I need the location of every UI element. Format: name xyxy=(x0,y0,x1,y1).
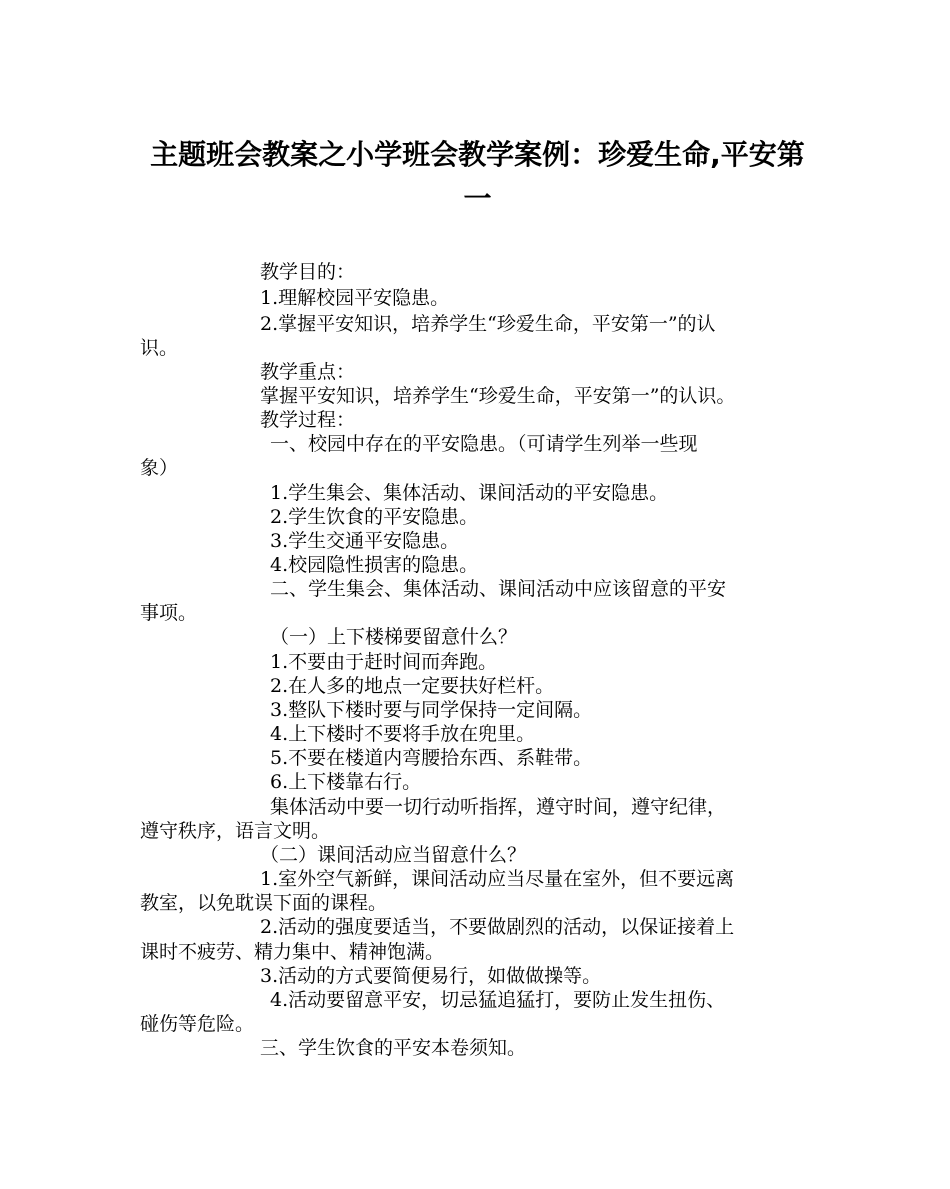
stairs-item-2: 2.在人多的地点一定要扶好栏杆。 xyxy=(270,675,555,697)
key-point-text: 掌握平安知识，培养学生“珍爱生命，平安第一”的认识。 xyxy=(260,385,736,407)
objective-item-2: 2.掌握平安知识，培养学生“珍爱生命，平安第一”的认 xyxy=(260,313,716,335)
recess-item-2: 2.活动的强度要适当，不要做剧烈的活动，以保证接着上 xyxy=(260,916,735,938)
section-heading-process: 教学过程： xyxy=(260,409,356,431)
recess-item-4-continued: 碰伤等危险。 xyxy=(140,1013,255,1035)
group-activity-rule: 集体活动中要一切行动听指挥，遵守时间，遵守纪律， xyxy=(270,796,727,818)
stairs-item-3: 3.整队下楼时要与同学保持一定间隔。 xyxy=(270,699,593,721)
group-activity-rule-continued: 遵守秩序，语言文明。 xyxy=(140,820,331,842)
recess-item-2-continued: 课时不疲劳、精力集中、精神饱满。 xyxy=(140,941,445,963)
hazard-item-2: 2.学生饮食的平安隐患。 xyxy=(270,506,479,528)
stairs-subheading: （一）上下楼梯要留意什么？ xyxy=(270,626,518,648)
recess-item-3: 3.活动的方式要简便易行，如做做操等。 xyxy=(260,965,602,987)
hazard-item-4: 4.校园隐性损害的隐患。 xyxy=(270,554,479,576)
objective-item-2-continued: 识。 xyxy=(140,337,179,359)
hazard-item-1: 1.学生集会、集体活动、课间活动的平安隐患。 xyxy=(270,482,669,504)
stairs-item-1: 1.不要由于赶时间而奔跑。 xyxy=(270,651,498,673)
stairs-item-6: 6.上下楼靠右行。 xyxy=(270,771,422,793)
recess-item-1: 1.室外空气新鲜，课间活动应当尽量在室外，但不要远离 xyxy=(260,868,735,890)
section-heading-objectives: 教学目的： xyxy=(260,261,356,283)
part-three-heading: 三、学生饮食的平安本卷须知。 xyxy=(260,1037,527,1059)
section-heading-key-points: 教学重点： xyxy=(260,361,356,383)
recess-subheading: （二）课间活动应当留意什么？ xyxy=(260,844,527,866)
stairs-item-5: 5.不要在楼道内弯腰拾东西、系鞋带。 xyxy=(270,747,593,769)
stairs-item-4: 4.上下楼时不要将手放在兜里。 xyxy=(270,723,536,745)
document-title-line-2: 一 xyxy=(463,182,492,215)
hazard-item-3: 3.学生交通平安隐患。 xyxy=(270,530,460,552)
part-one-heading: 一、校园中存在的平安隐患。（可请学生列举一些现 xyxy=(270,433,698,455)
recess-item-4: 4.活动要留意平安，切忌猛追猛打，要防止发生扭伤、 xyxy=(270,989,726,1011)
recess-item-1-continued: 教室，以免耽误下面的课程。 xyxy=(140,892,388,914)
part-two-heading-continued: 事项。 xyxy=(140,602,198,624)
part-two-heading: 二、学生集会、集体活动、课间活动中应该留意的平安 xyxy=(270,578,727,600)
part-one-heading-continued: 象） xyxy=(140,457,179,479)
objective-item-1: 1.理解校园平安隐患。 xyxy=(260,287,450,309)
document-title-line-1: 主题班会教案之小学班会教学案例：珍爱生命,平安第 xyxy=(150,138,805,171)
